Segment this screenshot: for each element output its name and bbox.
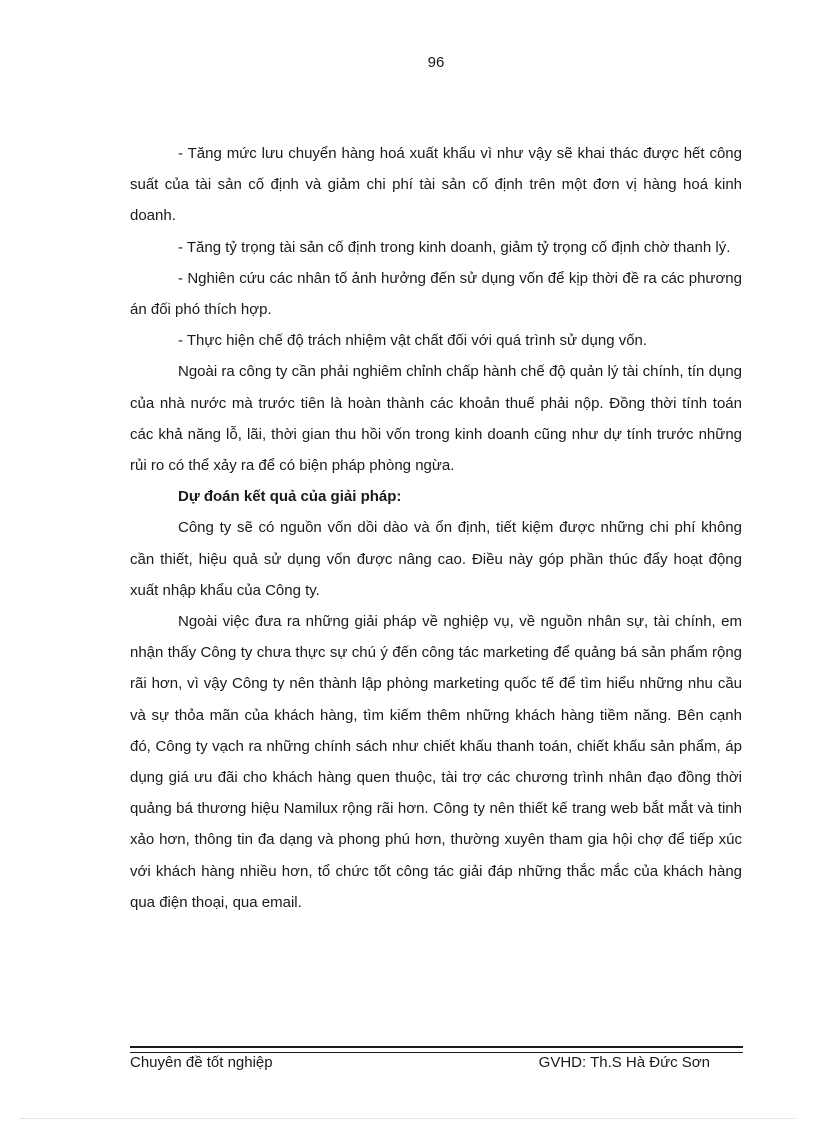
document-body (130, 138, 742, 918)
page-footer (130, 1054, 710, 1071)
section-heading: Dự đoán kết quả của giải pháp: (178, 488, 402, 506)
bullet-paragraph-3: - Nghiên cứu các nhân tố ảnh hưởng đến sử dụng vốn để kịp thời đề ra các phương án đối phó thích hợp. (130, 269, 742, 319)
bullet-paragraph-4: - Thực hiện chế độ trách nhiệm vật chất đối với quá trình sử dụng vốn. (178, 332, 648, 350)
body-paragraph-marketing: Ngoài việc đưa ra những giải pháp về nghiệp vụ, về nguồn nhân sự, tài chính, em nhận thấy Công ty chưa thực sự chú ý đến công tác marketing để quảng bá sản phẩm rộng rãi hơn, vì vậy Công ty nên thành lập phòng marketing quốc tế để tìm hiểu những nhu cầu và sự thỏa mãn của khách hàng, tìm kiếm thêm những khách hàng tiềm năng. Bên cạnh đó, Công ty vạch ra những chính sách như chiết khấu thanh toán, chiết khấu sản phẩm, áp dụng giá ưu đãi cho khách hàng quen thuộc, tài trợ các chương trình nhân đạo đồng thời quảng bá thương hiệu Namilux rộng rãi hơn. Công ty nên thiết kế trang web bắt mắt và tinh xảo hơn, thông tin đa dạng và phong phú hơn, thường xuyên tham gia hội chợ để tiếp xúc với khách hàng nhiều hơn, tổ chức tốt công tác giải đáp những thắc mắc của khách hàng qua điện thoại, qua email. (130, 613, 742, 911)
bullet-paragraph-2: - Tăng tỷ trọng tài sản cố định trong kinh doanh, giảm tỷ trọng cố định chờ thanh lý. (178, 238, 731, 256)
page-edge-divider (20, 1118, 796, 1119)
page-number: 96 (427, 54, 445, 71)
footer-right-text: GVHD: Th.S Hà Đức Sơn (538, 1054, 710, 1071)
footer-left-text: Chuyên đề tốt nghiệp (130, 1054, 273, 1071)
footer-divider (130, 1046, 743, 1053)
body-paragraph-result: Công ty sẽ có nguồn vốn dồi dào và ổn định, tiết kiệm được những chi phí không cần thiết, hiệu quả sử dụng vốn được nâng cao. Điều này góp phần thúc đẩy hoạt động xuất nhập khẩu của Công ty. (130, 519, 742, 599)
bullet-paragraph-1: - Tăng mức lưu chuyển hàng hoá xuất khẩu vì như vậy sẽ khai thác được hết công suất của tài sản cố định và giảm chi phí tài sản cố định trên một đơn vị hàng hoá kinh doanh. (130, 145, 742, 225)
body-paragraph-finance: Ngoài ra công ty cần phải nghiêm chỉnh chấp hành chế độ quản lý tài chính, tín dụng của nhà nước mà trước tiên là hoàn thành các khoản thuế phải nộp. Đồng thời tính toán các khả năng lỗ, lãi, thời gian thu hồi vốn trong kinh doanh cũng như dự tính trước những rủi ro có thể xảy ra để có biện pháp phòng ngừa. (130, 363, 742, 475)
